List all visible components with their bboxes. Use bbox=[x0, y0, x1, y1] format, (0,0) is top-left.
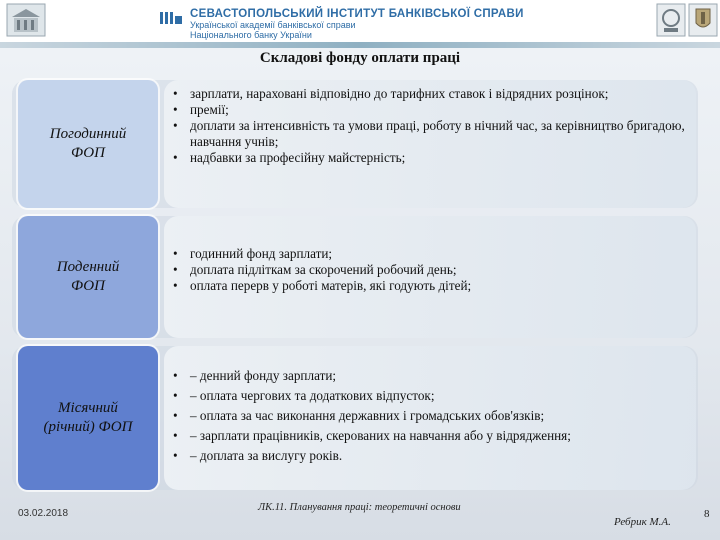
bank-emblem-icon bbox=[656, 3, 686, 37]
list-item: • – денний фонду зарплати; bbox=[173, 368, 337, 383]
institute-line-3: Національного банку України bbox=[190, 30, 312, 40]
footer-lecture-title: ЛК.11. Планування праці: теоретичні основи bbox=[258, 502, 461, 513]
list-item-text: доплата підліткам за скорочений робочий день; bbox=[190, 262, 457, 277]
list-item: • – оплата чергових та додаткових відпусток; bbox=[173, 388, 435, 403]
category-label-monthly: Місячний (річний) ФОП bbox=[18, 346, 158, 490]
coat-of-arms-icon bbox=[688, 3, 718, 37]
list-item-text: – денний фонду зарплати; bbox=[190, 368, 337, 383]
list-item-text: доплати за інтенсивність та умови праці, роботу в нічний час, за керівництво бригадою, навчання учнів; bbox=[190, 118, 685, 149]
list-item-text: надбавки за професійну майстерність; bbox=[190, 150, 406, 165]
category-items-monthly bbox=[164, 346, 696, 490]
list-item-text: – оплата за час виконання державних і громадських обов'язків; bbox=[190, 408, 545, 423]
footer-author: Ребрик М.А. bbox=[614, 516, 671, 528]
slide-title: Складові фонду оплати праці bbox=[259, 50, 461, 66]
institute-mark-icon bbox=[160, 10, 182, 26]
list-item: • надбавки за професійну майстерність; bbox=[173, 150, 406, 165]
list-item-text: премії; bbox=[190, 102, 229, 117]
list-item-text: оплата перерв у роботі матерів, які годують дітей; bbox=[190, 278, 472, 293]
category-label-hourly: Погодинний ФОП bbox=[18, 80, 158, 208]
list-item-text: зарплати, нараховані відповідно до тарифних ставок і відрядних розцінок; bbox=[190, 86, 609, 101]
footer-date: 03.02.2018 bbox=[18, 508, 69, 519]
list-item: • – зарплати працівників, скерованих на навчання або у відрядження; bbox=[173, 428, 571, 443]
list-item: • доплата підліткам за скорочений робочий день; bbox=[173, 262, 457, 277]
category-label-daily: Поденний ФОП bbox=[18, 216, 158, 338]
list-item: • зарплати, нараховані відповідно до тарифних ставок і відрядних розцінок; bbox=[173, 86, 609, 101]
list-item: • – оплата за час виконання державних і громадських обов'язків; bbox=[173, 408, 545, 423]
list-item-text: – доплата за вислугу років. bbox=[190, 448, 343, 463]
category-items-hourly bbox=[164, 80, 696, 208]
page-number: 8 bbox=[704, 508, 710, 520]
list-item-text: – оплата чергових та додаткових відпусток; bbox=[190, 388, 435, 403]
list-item: • годинний фонд зарплати; bbox=[173, 246, 333, 261]
institute-name bbox=[190, 8, 524, 40]
list-item: • доплати за інтенсивність та умови праці, роботу в нічний час, за керівництво бригадою, навчання учнів; bbox=[173, 118, 685, 149]
header-bar bbox=[0, 0, 720, 42]
list-item: • оплата перерв у роботі матерів, які годують дітей; bbox=[173, 278, 472, 293]
list-item: • премії; bbox=[173, 102, 229, 117]
list-item: • – доплата за вислугу років. bbox=[173, 448, 343, 463]
institute-line-1: СЕВАСТОПОЛЬСЬКИЙ ІНСТИТУТ БАНКІВСЬКОЇ СПРАВИ bbox=[190, 8, 524, 20]
category-items-daily bbox=[164, 216, 696, 338]
building-logo-icon bbox=[6, 3, 46, 37]
institute-line-2: Української академії банківської справи bbox=[190, 20, 356, 30]
list-item-text: годинний фонд зарплати; bbox=[190, 246, 333, 261]
list-item-text: – зарплати працівників, скерованих на навчання або у відрядження; bbox=[190, 428, 571, 443]
